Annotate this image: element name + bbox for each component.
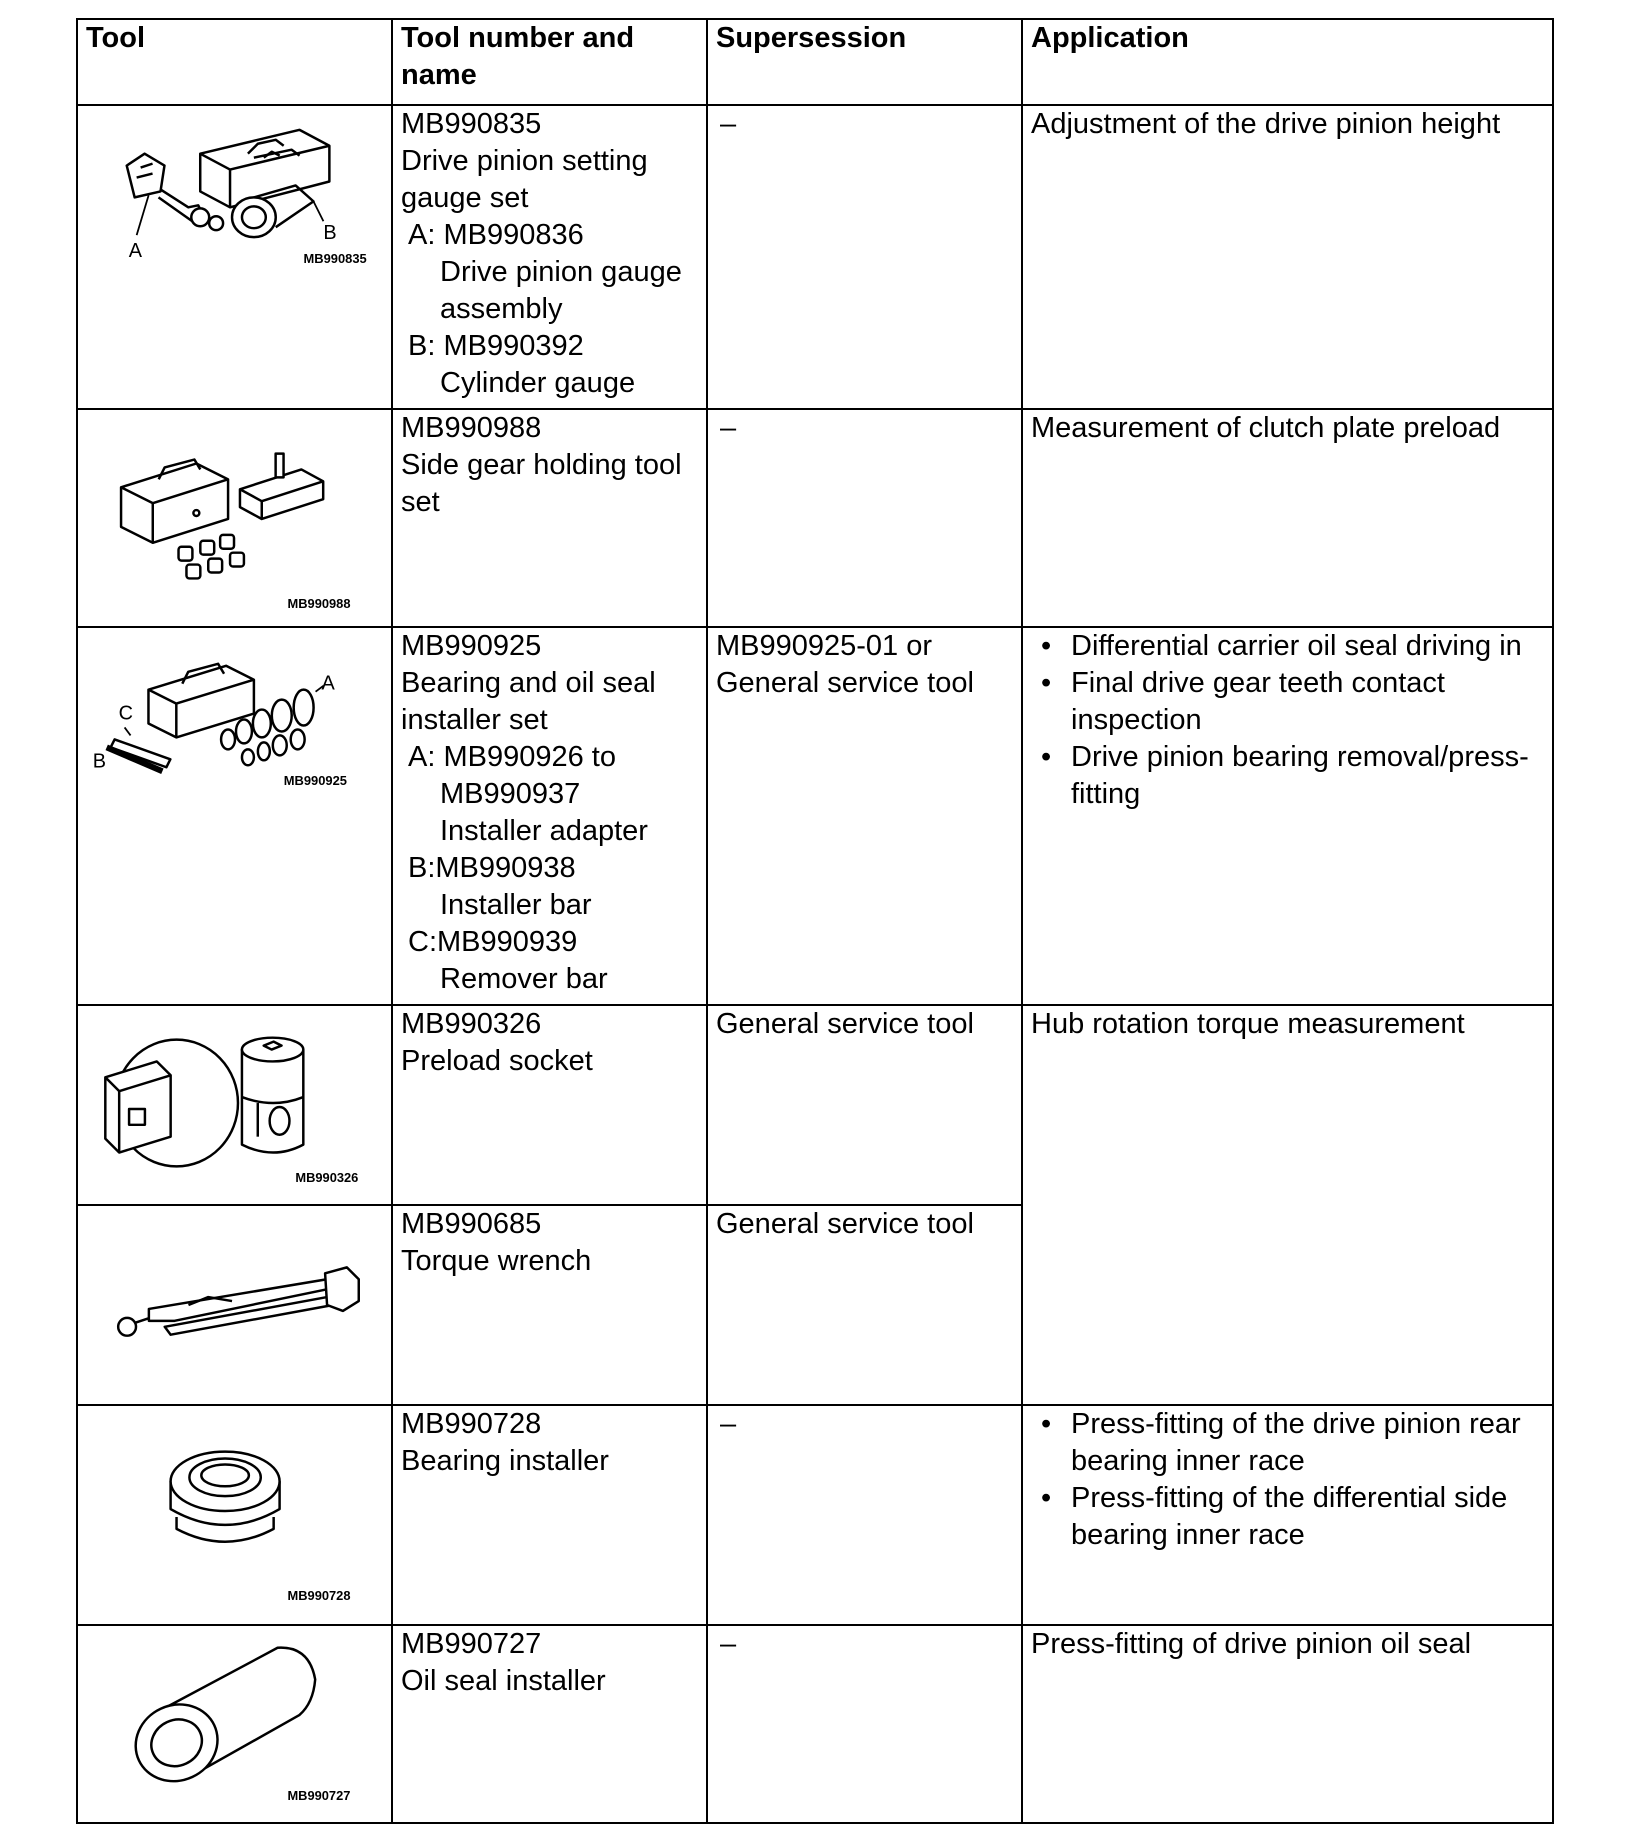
tool-illustration-cell [77, 1625, 392, 1823]
tool-illustration-cell [77, 1405, 392, 1625]
supersession-cell: General service tool [707, 1205, 1022, 1405]
header-tool: Tool [77, 19, 392, 105]
part-desc: Cylinder gauge [440, 367, 636, 399]
tool-illustration-cell [77, 627, 392, 1005]
tool-illustration-cell [77, 409, 392, 627]
table-row [77, 627, 1553, 1005]
side-gear-holding-tool-set-illustration [78, 410, 393, 626]
application-item: • Press-fitting of the drive pinion rear bearing inner race [1031, 1406, 1544, 1480]
part-code: C:MB990939 [408, 926, 578, 958]
supersession-cell [707, 409, 1022, 627]
application-cell [1022, 627, 1553, 1005]
drive-pinion-gauge-set-illustration [78, 106, 393, 408]
part-code: A: MB990926 to [408, 741, 616, 773]
supersession-cell [707, 1405, 1022, 1625]
supersession-cell [707, 627, 1022, 1005]
tool-illustration-cell [77, 105, 392, 409]
part-desc: MB990937 [440, 778, 581, 810]
tool-name-line: Drive pinion setting [401, 145, 648, 177]
preload-socket-illustration [78, 1006, 393, 1204]
supersession-cell: General service tool [707, 1005, 1022, 1205]
tool-number: MB990988 [401, 412, 542, 444]
tool-illustration-cell [77, 1005, 392, 1205]
callout-b-label: B [323, 222, 337, 245]
illustration-label: MB990326 [295, 1170, 359, 1186]
application-cell: Measurement of clutch plate preload [1022, 409, 1553, 627]
tool-number: MB990835 [401, 108, 542, 140]
illustration-label: MB990988 [287, 596, 351, 612]
application-cell: Press-fitting of drive pinion oil seal [1022, 1625, 1553, 1823]
illustration-label: MB990728 [287, 1588, 351, 1604]
part-desc: Installer adapter [440, 815, 648, 847]
supersession-value: – [720, 1408, 737, 1440]
tool-number-and-name-cell [392, 1405, 707, 1625]
callout-a-label: A [321, 672, 335, 695]
application-list [1031, 1406, 1544, 1554]
header-row [77, 19, 1553, 105]
table-row [77, 1405, 1553, 1625]
table-row [77, 105, 1553, 409]
tool-number-and-name-cell [392, 1625, 707, 1823]
supersession-cell [707, 105, 1022, 409]
special-tools-table [76, 18, 1554, 1824]
supersession-cell [707, 1625, 1022, 1823]
part-code: A: MB990836 [408, 219, 584, 251]
supersession-value: – [720, 1628, 737, 1660]
tool-number: MB990925 [401, 630, 542, 662]
tool-number-and-name-cell [392, 409, 707, 627]
supersession-line: MB990925-01 or [716, 630, 933, 662]
callout-b-label: B [92, 750, 107, 773]
application-item: • Differential carrier oil seal driving in [1031, 628, 1544, 665]
oil-seal-installer-illustration [78, 1626, 393, 1822]
bearing-installer-illustration [78, 1406, 393, 1624]
table-row [77, 409, 1553, 627]
tool-number: MB990728 [401, 1408, 542, 1440]
illustration-label: MB990727 [287, 1788, 351, 1804]
part-desc: Drive pinion gauge [440, 256, 682, 288]
tool-name-line: Oil seal installer [401, 1665, 606, 1697]
part-desc: Remover bar [440, 963, 608, 995]
callout-c-label: C [118, 702, 133, 725]
tool-name-line: set [401, 486, 440, 518]
application-list [1031, 628, 1544, 813]
tool-name-line: installer set [401, 704, 548, 736]
tool-illustration-cell [77, 1205, 392, 1405]
supersession-value: – [720, 412, 737, 444]
bearing-oil-seal-installer-set-illustration [78, 628, 393, 1004]
application-item: • Final drive gear teeth contact inspection [1031, 665, 1544, 739]
supersession-line: General service tool [716, 667, 974, 699]
tool-name-line: Preload socket [401, 1045, 593, 1077]
header-tool-number-and-name: Tool number and name [392, 19, 707, 105]
application-cell [1022, 1405, 1553, 1625]
tool-number: MB990727 [401, 1628, 542, 1660]
part-desc: Installer bar [440, 889, 592, 921]
header-application: Application [1022, 19, 1553, 105]
tool-number-and-name-cell [392, 1205, 707, 1405]
tool-number-and-name-cell [392, 627, 707, 1005]
supersession-value: – [720, 108, 737, 140]
illustration-label: MB990925 [283, 773, 347, 789]
tool-number: MB990326 [401, 1008, 542, 1040]
tool-name-line: Bearing and oil seal [401, 667, 656, 699]
application-cell: Hub rotation torque measurement [1022, 1005, 1553, 1405]
application-cell: Adjustment of the drive pinion height [1022, 105, 1553, 409]
tool-number-and-name-cell [392, 1005, 707, 1205]
tool-name-line: gauge set [401, 182, 529, 214]
tool-name-line: Bearing installer [401, 1445, 609, 1477]
torque-wrench-illustration [78, 1206, 393, 1404]
header-supersession: Supersession [707, 19, 1022, 105]
application-item: • Press-fitting of the differential side bearing inner race [1031, 1480, 1544, 1554]
application-item: • Drive pinion bearing removal/press-fitting [1031, 739, 1544, 813]
part-desc: assembly [440, 293, 563, 325]
tool-name-line: Side gear holding tool [401, 449, 682, 481]
tool-name-line: Torque wrench [401, 1245, 592, 1277]
tool-number-and-name-cell [392, 105, 707, 409]
tool-number: MB990685 [401, 1208, 542, 1240]
table-row [77, 1005, 1553, 1205]
part-code: B: MB990392 [408, 330, 584, 362]
illustration-label: MB990835 [303, 250, 367, 266]
callout-a-label: A [128, 239, 142, 262]
part-code: B:MB990938 [408, 852, 576, 884]
table-row [77, 1625, 1553, 1823]
